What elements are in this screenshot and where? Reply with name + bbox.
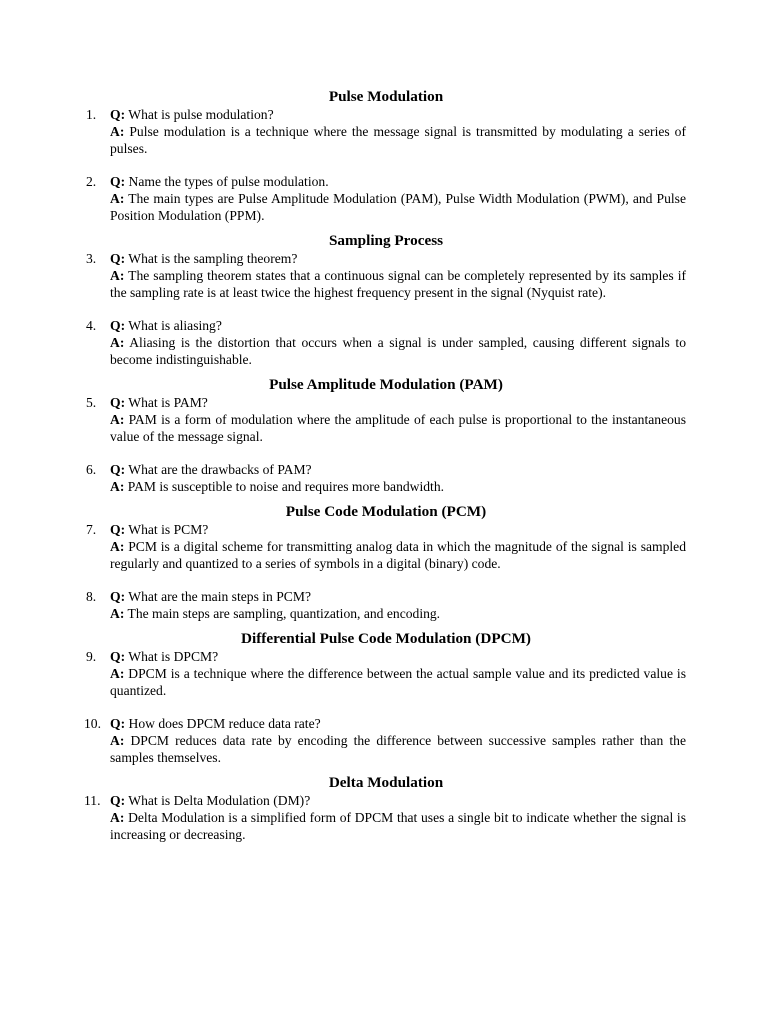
question-line xyxy=(110,588,686,605)
question-line xyxy=(110,792,686,809)
qa-item xyxy=(86,250,686,301)
qa-section xyxy=(86,773,686,843)
item-number: 3. xyxy=(86,251,97,266)
question-text: How does DPCM reduce data rate? xyxy=(128,716,321,731)
qa-item xyxy=(86,394,686,445)
question-text: Name the types of pulse modulation. xyxy=(128,174,329,189)
question-label: Q: xyxy=(110,649,126,664)
question-label: Q: xyxy=(110,716,126,731)
answer-text: The main steps are sampling, quantization, and encoding. xyxy=(127,606,441,621)
answer-line xyxy=(110,267,686,301)
section-title: Sampling Process xyxy=(328,232,444,249)
section-title: Pulse Code Modulation (PCM) xyxy=(285,503,487,520)
question-text: What is aliasing? xyxy=(128,318,222,333)
question-text: What is pulse modulation? xyxy=(128,107,274,122)
answer-text: Aliasing is the distortion that occurs when a signal is under sampled, causing different signals to become indistinguishable. xyxy=(110,335,687,367)
item-number: 1. xyxy=(86,107,97,122)
question-line xyxy=(110,521,686,538)
question-text: What is PCM? xyxy=(128,522,209,537)
question-label: Q: xyxy=(110,318,126,333)
question-text: What are the drawbacks of PAM? xyxy=(128,462,312,477)
item-number: 11. xyxy=(84,793,101,808)
qa-section xyxy=(86,502,686,622)
answer-line xyxy=(110,334,686,368)
item-number: 10. xyxy=(84,716,101,731)
qa-item xyxy=(86,317,686,368)
qa-item xyxy=(86,648,686,699)
section-title: Differential Pulse Code Modulation (DPCM) xyxy=(241,630,531,647)
answer-text: Pulse modulation is a technique where the message signal is transmitted by modulating a series of pulses. xyxy=(110,124,686,156)
answer-label: A: xyxy=(110,733,125,748)
answer-line xyxy=(110,478,686,495)
question-line xyxy=(110,394,686,411)
question-label: Q: xyxy=(110,174,126,189)
answer-text: PAM is a form of modulation where the amplitude of each pulse is proportional to the instantaneous value of the message signal. xyxy=(110,412,686,444)
item-number: 5. xyxy=(86,395,97,410)
qa-section xyxy=(86,87,686,224)
qa-item xyxy=(86,792,686,843)
answer-label: A: xyxy=(110,810,125,825)
answer-label: A: xyxy=(110,124,125,139)
answer-line xyxy=(110,411,686,445)
answer-line xyxy=(110,732,686,766)
question-label: Q: xyxy=(110,251,126,266)
answer-label: A: xyxy=(110,412,125,427)
answer-text: The main types are Pulse Amplitude Modulation (PAM), Pulse Width Modulation (PWM), and Pulse Position Modulation (PPM). xyxy=(110,191,686,223)
qa-section xyxy=(86,231,686,368)
answer-line xyxy=(110,605,686,622)
question-label: Q: xyxy=(110,462,126,477)
qa-item xyxy=(86,588,686,622)
question-line xyxy=(110,173,686,190)
answer-text: DPCM is a technique where the difference between the actual sample value and its predicted value is quantized. xyxy=(110,666,686,698)
section-title: Pulse Amplitude Modulation (PAM) xyxy=(269,376,503,393)
question-line xyxy=(110,317,686,334)
question-label: Q: xyxy=(110,793,126,808)
qa-item xyxy=(86,106,686,157)
question-line xyxy=(110,648,686,665)
section-title: Delta Modulation xyxy=(328,774,444,791)
answer-label: A: xyxy=(110,268,125,283)
answer-text: PCM is a digital scheme for transmitting analog data in which the magnitude of the signal is sampled regularly and quantized to a series of symbols in a digital (binary) code. xyxy=(110,539,686,571)
answer-label: A: xyxy=(110,335,125,350)
item-number: 6. xyxy=(86,462,97,477)
answer-label: A: xyxy=(110,666,125,681)
item-number: 8. xyxy=(86,589,97,604)
answer-line xyxy=(110,123,686,157)
question-line xyxy=(110,461,686,478)
question-line xyxy=(110,250,686,267)
question-text: What is PAM? xyxy=(128,395,208,410)
qa-section xyxy=(86,375,686,495)
question-text: What are the main steps in PCM? xyxy=(128,589,311,604)
question-text: What is DPCM? xyxy=(128,649,219,664)
qa-item xyxy=(86,715,686,766)
question-label: Q: xyxy=(110,522,126,537)
answer-line xyxy=(110,190,686,224)
item-number: 4. xyxy=(86,318,97,333)
answer-text: The sampling theorem states that a continuous signal can be completely represented by its samples if the sampling rate is at least twice the highest frequency present in the signal (Nyquist rate). xyxy=(110,268,686,300)
answer-label: A: xyxy=(110,479,125,494)
section-title: Pulse Modulation xyxy=(328,88,444,105)
answer-line xyxy=(110,665,686,699)
answer-label: A: xyxy=(110,191,125,206)
item-number: 2. xyxy=(86,174,97,189)
answer-line xyxy=(110,809,686,843)
qa-item xyxy=(86,461,686,495)
qa-document xyxy=(86,87,686,843)
qa-item xyxy=(86,173,686,224)
answer-label: A: xyxy=(110,539,125,554)
question-label: Q: xyxy=(110,589,126,604)
answer-text: DPCM reduces data rate by encoding the difference between successive samples rather than the samples themselves. xyxy=(110,733,686,765)
question-line xyxy=(110,715,686,732)
question-text: What is Delta Modulation (DM)? xyxy=(128,793,311,808)
qa-item xyxy=(86,521,686,572)
answer-text: Delta Modulation is a simplified form of DPCM that uses a single bit to indicate whether the signal is increasing or decreasing. xyxy=(110,810,686,842)
answer-line xyxy=(110,538,686,572)
item-number: 9. xyxy=(86,649,97,664)
answer-label: A: xyxy=(110,606,125,621)
item-number: 7. xyxy=(86,522,97,537)
question-label: Q: xyxy=(110,395,126,410)
question-text: What is the sampling theorem? xyxy=(128,251,298,266)
question-label: Q: xyxy=(110,107,126,122)
question-line xyxy=(110,106,686,123)
qa-section xyxy=(86,629,686,766)
answer-text: PAM is susceptible to noise and requires more bandwidth. xyxy=(127,479,445,494)
